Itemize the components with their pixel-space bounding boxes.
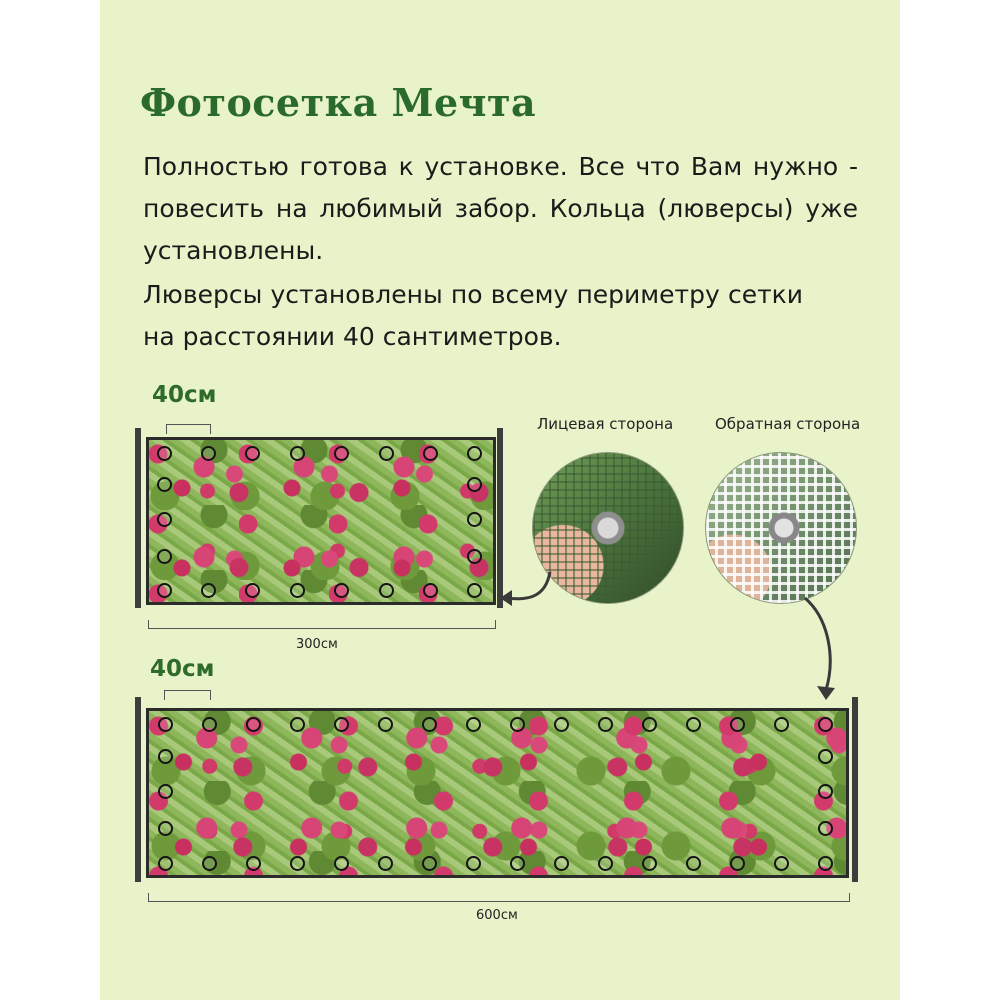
grommet-ring <box>158 856 173 871</box>
big-net-right-pole <box>852 697 858 882</box>
grommet-ring <box>818 821 833 836</box>
grommet-ring <box>202 717 217 732</box>
grommet-ring <box>774 717 789 732</box>
grommet-ring <box>378 856 393 871</box>
grommet-ring <box>158 821 173 836</box>
front-side-label: Лицевая сторона <box>537 415 674 433</box>
grommet-ring <box>642 856 657 871</box>
grommet-ring <box>554 717 569 732</box>
grommet-ring <box>422 717 437 732</box>
big-net-left-pole <box>135 697 141 882</box>
grommet-ring <box>510 856 525 871</box>
grommet-ring <box>334 717 349 732</box>
grommet-ring <box>334 856 349 871</box>
small-net-spacing-label: 40см <box>152 382 217 408</box>
back-arrow-head <box>817 686 835 700</box>
grommet-ring <box>818 717 833 732</box>
grommet-ring <box>730 717 745 732</box>
grommet-ring <box>246 856 261 871</box>
grommet-ring <box>686 717 701 732</box>
grommet-info-paragraph: Люверсы установлены по всему периметру сетки на расстоянии 40 сантиметров. <box>143 280 803 351</box>
grommet-ring <box>818 856 833 871</box>
grommet-ring <box>510 717 525 732</box>
grommet-ring <box>730 856 745 871</box>
grommet-ring <box>290 856 305 871</box>
back-photo-arrow <box>805 598 830 690</box>
grommet-ring <box>378 717 393 732</box>
grommet-ring <box>290 717 305 732</box>
front-arrow-head <box>500 590 512 606</box>
grommet-ring <box>598 717 613 732</box>
page-title: Фотосетка Мечта <box>140 80 537 125</box>
grommet-ring <box>598 856 613 871</box>
description-paragraph: Полностью готова к установке. Все что Вам нужно - повесить на любимый забор. Кольца (люверсы) уже установлены. <box>143 152 858 265</box>
big-net-image <box>146 708 849 878</box>
grommet-ring <box>466 717 481 732</box>
grommet-ring <box>818 784 833 799</box>
grommet-ring <box>642 717 657 732</box>
grommet-ring <box>158 749 173 764</box>
big-net-length-line <box>148 893 850 902</box>
grommet-ring <box>422 856 437 871</box>
grommet-ring <box>686 856 701 871</box>
grommet-ring <box>158 784 173 799</box>
grommet-ring <box>774 856 789 871</box>
grommet-ring <box>158 717 173 732</box>
grommet-ring <box>202 856 217 871</box>
grommet-ring <box>818 749 833 764</box>
big-net-length-label: 600см <box>476 908 518 923</box>
big-net-spacing-bracket <box>164 690 211 700</box>
grommet-ring <box>246 717 261 732</box>
big-net-spacing-label: 40см <box>150 656 215 682</box>
back-side-label: Обратная сторона <box>715 415 861 433</box>
grommet-ring <box>554 856 569 871</box>
grommet-ring <box>466 856 481 871</box>
small-net-length-label: 300см <box>296 637 338 652</box>
